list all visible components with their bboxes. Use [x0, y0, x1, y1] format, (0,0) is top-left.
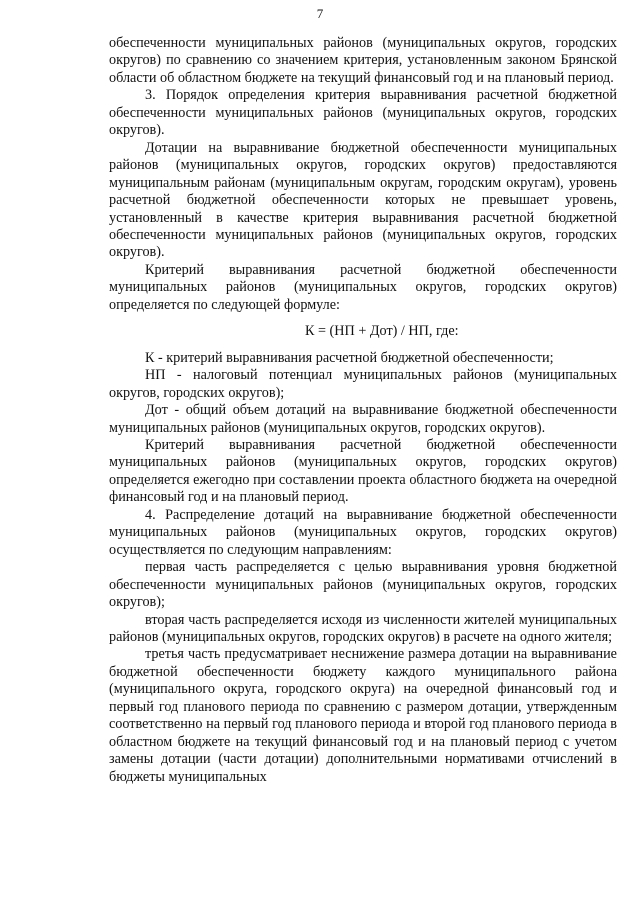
definition-dot: Дот - общий объем дотаций на выравнивание бюджетной обеспеченности муниципальных районов (муниципальных округов, городских округов). — [109, 402, 617, 436]
paragraph-subsidies: Дотации на выравнивание бюджетной обеспеченности муниципальных районов (муниципальных округов, городских округов) предоставляются муниципальным районам (муниципальным округам, городским округам), уровень расчетной бюджетной обеспеченности которых не превышает уровень, установленный в качестве критерия выравнивания расчетной бюджетной обеспеченности муниципальных районов (муниципальных округов, городских округов). — [109, 139, 617, 261]
page-number: 7 — [316, 6, 324, 21]
document-body — [109, 35, 617, 786]
list-item-third-part: третья часть предусматривает неснижение размера дотации на выравнивание бюджетной обеспеченности бюджету каждого муниципального района (муниципального округа, городского округа) на очередной финансовый год и первый год планового периода по сравнению с размером дотации, утвержденным соответственно на первый год планового периода и второй год планового периода в областном бюджете на текущий финансовый год и на плановый период с учетом замены дотации (части дотации) дополнительными нормативами отчислений в бюджеты муниципальных — [109, 646, 617, 785]
list-item-first-part: первая часть распределяется с целью выравнивания уровня бюджетной обеспеченности муниципальных районов (муниципальных округов, городских округов); — [109, 559, 617, 611]
section-3-heading: 3. Порядок определения критерия выравнивания расчетной бюджетной обеспеченности муниципальных районов (муниципальных округов, городских округов). — [109, 87, 617, 139]
list-item-second-part: вторая часть распределяется исходя из численности жителей муниципальных районов (муниципальных округов, городских округов) в расчете на одного жителя; — [109, 611, 617, 645]
formula: К = (НП + Дот) / НП, где: — [305, 323, 459, 340]
definition-np: НП - налоговый потенциал муниципальных районов (муниципальных округов, городских округов); — [109, 367, 617, 401]
paragraph-continuation: обеспеченности муниципальных районов (муниципальных округов, городских округов) по сравнению со значением критерия, установленным законом Брянской области об областном бюджете на текущий финансовый год и на плановый период. — [109, 35, 617, 86]
paragraph-criterion-annual: Критерий выравнивания расчетной бюджетной обеспеченности муниципальных районов (муниципальных округов, городских округов) определяется ежегодно при составлении проекта областного бюджета на очередной финансовый год и на плановый период. — [109, 436, 617, 506]
section-4-heading: 4. Распределение дотаций на выравнивание бюджетной обеспеченности муниципальных районов (муниципальных округов, городских округов) осуществляется по следующим направлениям: — [109, 506, 617, 558]
definition-k: К - критерий выравнивания расчетной бюджетной обеспеченности; — [145, 349, 554, 366]
paragraph-criterion-formula-intro: Критерий выравнивания расчетной бюджетной обеспеченности муниципальных районов (муниципальных округов, городских округов) определяется по следующей формуле: — [109, 261, 617, 313]
